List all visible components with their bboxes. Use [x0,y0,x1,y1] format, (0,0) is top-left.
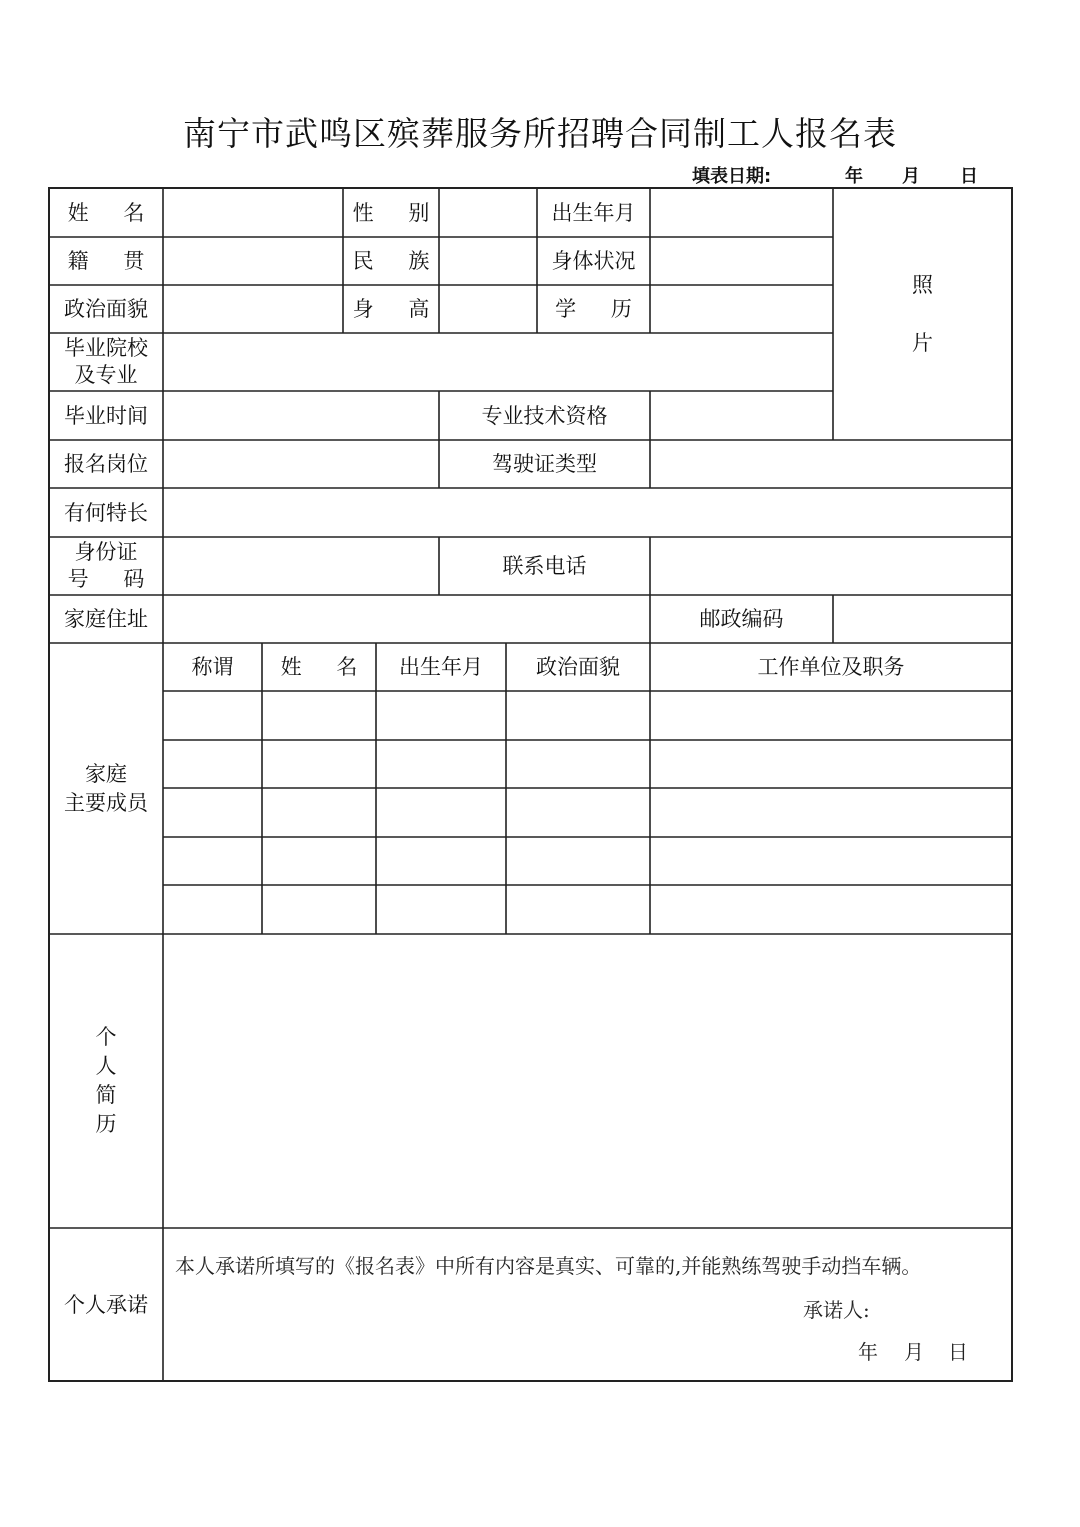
label-health: 身体状况 [551,249,636,273]
label-height: 身 高 [352,297,444,321]
label-personal-resume: 个 人 简 历 [95,1025,117,1136]
label-school-major: 毕业院校 及专业 [64,336,148,387]
label-postcode: 邮政编码 [699,607,784,631]
family-header-relation: 称谓 [191,655,234,679]
fill-date-day: 日 [960,166,978,187]
label-ethnicity: 民 族 [352,249,444,273]
fill-date-label: 填表日期: [692,166,772,187]
label-family-members: 家庭 主要成员 [64,761,148,815]
label-education: 学 历 [555,297,646,321]
label-personal-promise: 个人承诺 [64,1292,148,1317]
fill-date-year: 年 [845,166,863,187]
family-header-employer: 工作单位及职务 [757,655,905,679]
form-title: 南宁市武鸣区殡葬服务所招聘合同制工人报名表 [183,114,897,153]
photo-box [833,188,1012,440]
photo-label-1: 照 [912,273,933,297]
label-birth: 出生年月 [551,200,636,225]
promise-day: 日 [948,1340,968,1364]
label-specialty: 有何特长 [64,500,148,525]
photo-label-2: 片 [912,331,933,355]
label-political-status: 政治面貌 [64,297,148,321]
label-native-place: 籍 贯 [67,249,159,273]
label-graduation-time: 毕业时间 [64,403,148,428]
label-name: 姓 名 [67,200,159,225]
promise-year: 年 [858,1340,878,1364]
promise-month: 月 [904,1340,924,1364]
family-header-birth: 出生年月 [399,655,483,679]
promise-text: 本人承诺所填写的《报名表》中所有内容是真实、可靠的,并能熟练驾驶手动挡车辆。 [175,1254,922,1278]
fill-date-month: 月 [902,166,920,187]
promise-signer: 承诺人: [803,1298,870,1322]
label-id-number: 身份证 号 码 [67,540,159,591]
label-phone: 联系电话 [502,554,587,578]
family-header-political: 政治面貌 [536,655,620,679]
label-license-type: 驾驶证类型 [492,452,597,476]
label-tech-qualification: 专业技术资格 [481,403,608,428]
family-header-name: 姓 名 [280,655,372,679]
label-applied-position: 报名岗位 [64,452,148,476]
label-gender: 性 别 [352,200,444,225]
label-address: 家庭住址 [64,607,148,631]
